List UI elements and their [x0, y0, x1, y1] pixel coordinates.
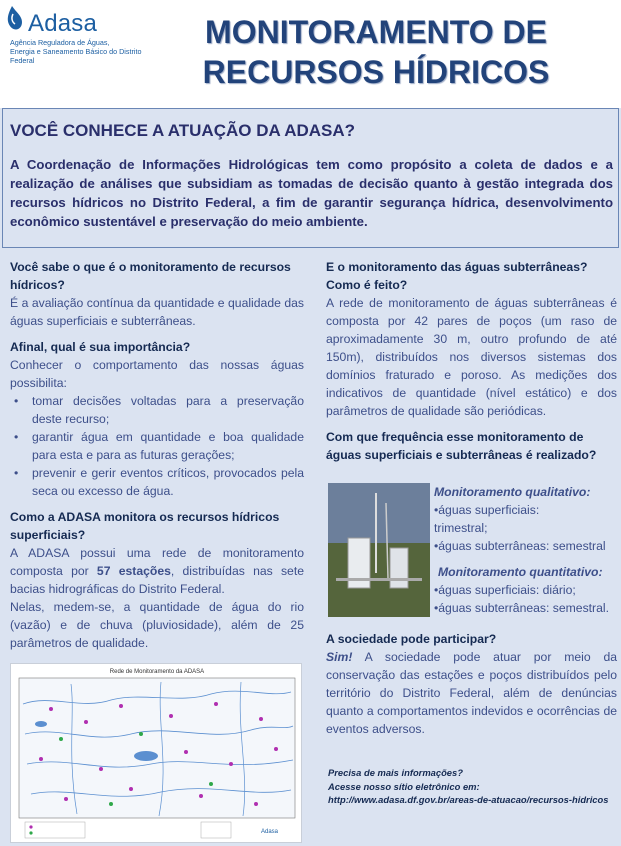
title-line-1: MONITORAMENTO DE [205, 14, 547, 50]
answer-importance: Conhecer o comportamento das nossas águas possibilita: [10, 358, 304, 390]
logo-name: Adasa [28, 10, 98, 37]
question-frequency: Com que frequência esse monitoramento de águas superficiais e subterrâneas é realizado? [326, 430, 597, 462]
quantitative-groundwater: •águas subterrâneas: semestral. [434, 601, 609, 615]
map-logo-text: Adasa [261, 829, 279, 835]
participation-block [326, 630, 617, 738]
answer-participation [326, 648, 617, 738]
qualitative-groundwater: •águas subterrâneas: semestral [434, 539, 606, 553]
frequency-block [434, 483, 619, 617]
more-info [328, 766, 613, 807]
title-line-2: RECURSOS HÍDRICOS [202, 54, 550, 90]
map-title: Rede de Monitoramento da ADASA [109, 669, 205, 675]
adasa-logo [6, 4, 156, 64]
intro-heading: VOCÊ CONHECE A ATUAÇÃO DA ADASA? [10, 121, 356, 140]
logo-tagline-2: Energia e Saneamento Básico do Distrito Federal [10, 47, 142, 65]
qualitative-surface: •águas superficiais: [434, 503, 540, 517]
quantitative-title: Monitoramento quantitativo: [438, 565, 603, 579]
answer-emphasis: Sim! [326, 650, 353, 664]
answer-text: , distribuídas nas sete bacias hidrográficas do Distrito Federal. [10, 564, 304, 596]
answer-text: A ADASA possui uma rede de monitoramento composta por [10, 546, 304, 578]
qualitative-title: Monitoramento qualitativo: [434, 485, 591, 499]
intro-text: A Coordenação de Informações Hidrológicas tem como propósito a coleta de dados e a realização de análises que subsidiam as tomadas de decisão quanto à gestão integrada dos recursos hídricos no Distrito Federal, a fim de garantir segurança hídrica, desenvolvimento econômico sustentável e preservação do meio ambiente. [10, 157, 613, 229]
question-how-monitors: Como a ADASA monitora os recursos hídricos superficiais? [10, 510, 280, 542]
info-question: Precisa de mais informações? [328, 767, 463, 778]
answer-parameters: Nelas, medem-se, a quantidade de água do rio (vazão) e de chuva (pluviosidade), além de 25 parâmetros de qualidade. [10, 600, 304, 650]
question-what-is: Você sabe o que é o monitoramento de recursos hídricos? [10, 260, 291, 292]
qualitative-surface-freq: trimestral; [434, 521, 488, 535]
answer-how-monitors [10, 544, 304, 598]
list-item: • prevenir e gerir eventos críticos, provocados pela seca ou excesso de água. [10, 464, 304, 500]
quantitative-surface: •águas superficiais: diário; [434, 583, 576, 597]
page-title [180, 12, 572, 92]
list-item: • tomar decisões voltadas para a preservação deste recurso; [10, 392, 304, 428]
map-graphic [11, 664, 303, 844]
logo-tagline [10, 38, 160, 65]
question-participation: A sociedade pode participar? [326, 632, 497, 646]
info-url-link[interactable]: http://www.adasa.df.gov.br/areas-de-atuacao/recursos-hidricos [328, 794, 609, 805]
left-column [10, 258, 304, 652]
info-label: Acesse nosso sítio eletrônico em: [328, 780, 480, 792]
station-photo-graphic [328, 483, 430, 617]
station-count: 57 estações [96, 564, 171, 578]
right-column [326, 258, 617, 464]
answer-text: A sociedade pode atuar por meio da conservação das estações e poços distribuídos pelo território do Distrito Federal, além de denúncias quanto a comportamentos indevidos e ocorrências de eventos adversos. [326, 650, 617, 736]
monitoring-network-map [10, 663, 302, 843]
monitoring-station-photo [328, 483, 430, 617]
importance-list [10, 392, 304, 500]
logo-tagline-1: Agência Reguladora de Águas, [10, 38, 110, 47]
answer-what-is: É a avaliação contínua da quantidade e qualidade das águas superficiais e subterrâneas. [10, 296, 304, 328]
question-groundwater: E o monitoramento das águas subterrâneas? Como é feito? [326, 260, 588, 292]
answer-groundwater: A rede de monitoramento de águas subterrâneas é composta por 42 pares de poços (um raso de aproximadamente 30 m, outro profundo de até 150m), distribuídos nos diversos sistemas dos domínios fraturado e poroso. As medições dos indicativos de quantidade (nível estático) e dos parâmetros de qualidade são periódicas. [326, 296, 617, 418]
question-importance: Afinal, qual é sua importância? [10, 340, 191, 354]
list-item: • garantir água em quantidade e boa qualidade para esta e para as futuras gerações; [10, 428, 304, 464]
